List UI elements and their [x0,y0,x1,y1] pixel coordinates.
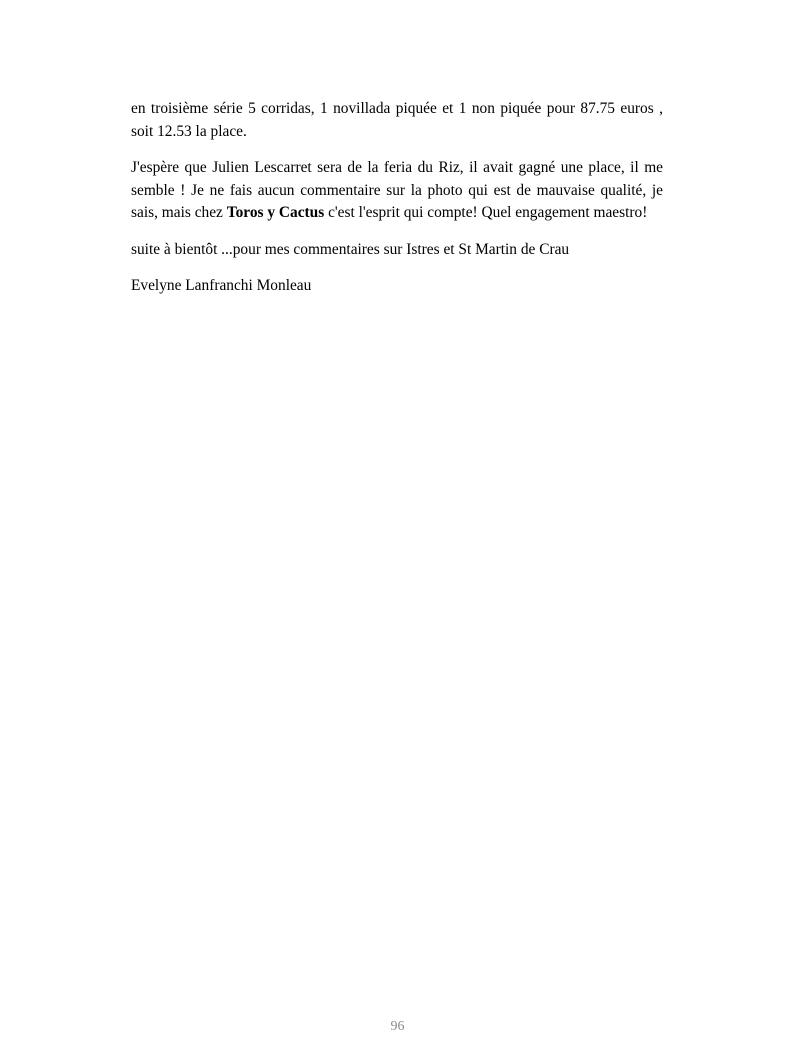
paragraph-lescarret-end: c'est l'esprit qui compte! Quel engagement maestro! [324,204,648,221]
paragraph-lescarret-start: J'espère que Julien Lescarret sera de la feria du Riz, il avait gagné une place, il me semble ! Je ne fais aucun commentaire sur la photo qui est de mauvaise qualité, je sais, mais chez [131,159,663,221]
page-number: 96 [390,1019,405,1034]
paragraph-ticket-prices: en troisième série 5 corridas, 1 novillada piquée et 1 non piquée pour 87.75 euros , soit 12.53 la place. [131,100,663,140]
paragraph-lescarret [131,157,663,225]
author-signature: Evelyne Lanfranchi Monleau [131,277,312,294]
paragraph-closing: suite à bientôt ...pour mes commentaires sur Istres et St Martin de Crau [131,240,570,258]
body-text [131,98,663,312]
toros-y-cactus-name: Toros y Cactus [226,204,325,221]
